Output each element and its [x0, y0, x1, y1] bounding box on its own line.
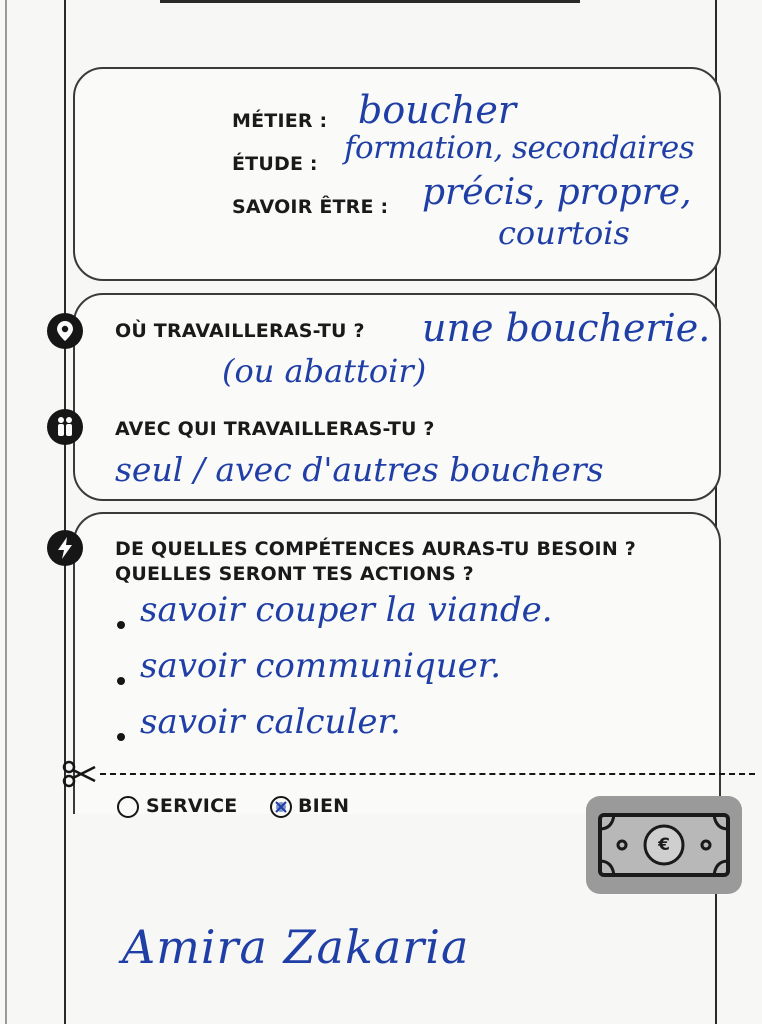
- location-pin-icon: [47, 313, 83, 349]
- where-answer-line1: une boucherie.: [422, 306, 711, 350]
- left-margin-line: [5, 0, 7, 1024]
- skill-item: savoir calculer.: [140, 702, 401, 742]
- cut-line: [100, 773, 755, 775]
- where-answer-line2: (ou abattoir): [222, 352, 427, 390]
- lightning-icon: [47, 530, 83, 566]
- banknote-icon: [586, 796, 742, 894]
- service-radio[interactable]: [117, 796, 139, 818]
- currency-symbol: €: [658, 835, 670, 855]
- left-card-border: [64, 0, 66, 1024]
- metier-label: MÉTIER :: [232, 110, 328, 132]
- skill-bullet: [117, 677, 125, 685]
- signature: Amira Zakaria: [122, 920, 470, 974]
- skill-bullet: [117, 621, 125, 629]
- skills-question-line1: DE QUELLES COMPÉTENCES AURAS-TU BESOIN ?: [115, 538, 636, 560]
- metier-value: boucher: [358, 88, 517, 132]
- scissors-icon: [62, 759, 98, 793]
- skills-question-line2: QUELLES SERONT TES ACTIONS ?: [115, 563, 474, 585]
- top-border: [160, 0, 580, 3]
- savoir-etre-value-line2: courtois: [498, 214, 630, 252]
- with-answer: seul / avec d'autres bouchers: [115, 450, 604, 489]
- etude-label: ÉTUDE :: [232, 153, 318, 175]
- skill-bullet: [117, 733, 125, 741]
- service-label: SERVICE: [146, 795, 238, 817]
- people-icon: [47, 409, 83, 445]
- skill-item: savoir communiquer.: [140, 646, 502, 686]
- skill-item: savoir couper la viande.: [140, 590, 553, 630]
- savoir-etre-value-line1: précis, propre,: [422, 172, 692, 213]
- bien-label: BIEN: [298, 795, 350, 817]
- savoir-etre-label: SAVOIR ÊTRE :: [232, 196, 389, 218]
- etude-value: formation, secondaires: [344, 130, 695, 166]
- with-question: AVEC QUI TRAVAILLERAS-TU ?: [115, 418, 435, 440]
- where-question: OÙ TRAVAILLERAS-TU ?: [115, 320, 365, 342]
- bien-radio[interactable]: [270, 796, 292, 818]
